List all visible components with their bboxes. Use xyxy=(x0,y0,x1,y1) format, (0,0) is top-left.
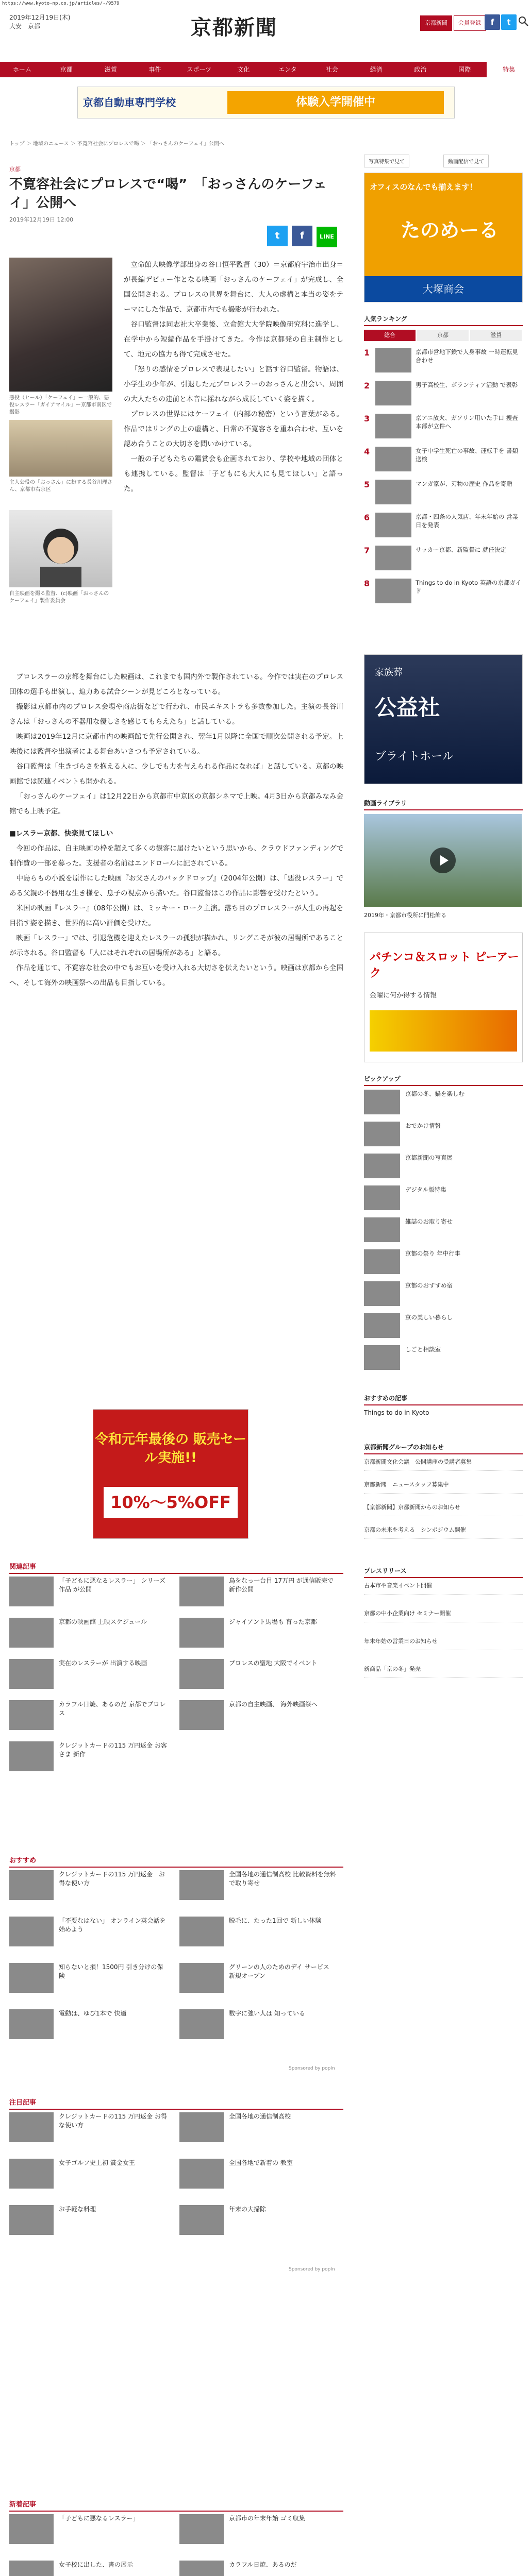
rank-title[interactable]: 京都・四条の人気店、年末年始の 営業日を発表 xyxy=(416,513,519,529)
ad-pachinko-sub: 金曜に何か得する情報 xyxy=(370,992,437,999)
card-thumbnail[interactable] xyxy=(179,1618,224,1648)
nav-item[interactable]: ホーム xyxy=(12,66,31,73)
card-thumbnail[interactable] xyxy=(9,2514,54,2544)
ranking-item[interactable] xyxy=(364,513,523,544)
rank-thumbnail[interactable] xyxy=(375,381,411,405)
ranking-tabs xyxy=(364,330,523,342)
rank-title[interactable]: Things to do in Kyoto 英語の京都ガイド xyxy=(416,579,521,595)
paragraph: 今回の作品は、自主映画の枠を超えて多くの観客に届けたいという思いから、クラウドファンディングで制作費の一部を募った。支援者の名前はエンドロールに記されている。 xyxy=(9,844,343,868)
pickup-thumbnail[interactable] xyxy=(364,1185,400,1210)
related-list xyxy=(9,1577,343,1783)
ad-funeral-brand: 公益社 xyxy=(375,695,440,720)
pickup-title[interactable]: 京都の祭り 年中行事 xyxy=(405,1250,461,1257)
pickup-thumbnail[interactable] xyxy=(364,1122,400,1146)
top-ad-banner[interactable] xyxy=(77,87,455,118)
ranking-item[interactable] xyxy=(364,546,523,577)
article-card[interactable] xyxy=(9,2112,169,2145)
card-thumbnail[interactable] xyxy=(179,2561,224,2576)
card-thumbnail[interactable] xyxy=(179,2112,224,2142)
pickup-list xyxy=(364,1090,523,1378)
card-title[interactable]: 全国各地の通信制高校 xyxy=(229,2113,291,2120)
rank-thumbnail[interactable] xyxy=(375,480,411,504)
article-photo-3[interactable] xyxy=(9,510,112,587)
card-thumbnail[interactable] xyxy=(9,1577,54,1606)
card-thumbnail[interactable] xyxy=(179,2159,224,2189)
pickup-title[interactable]: 京都新聞の写真展 xyxy=(405,1154,453,1161)
card-title[interactable]: 「不要なはない」 オンライン英会話を始めよう xyxy=(59,1917,166,1933)
article-card[interactable] xyxy=(179,1700,339,1733)
card-title[interactable]: クレジットカードの115 万円返金 お客さま 新作 xyxy=(59,1742,167,1758)
article-card[interactable] xyxy=(179,1963,339,1996)
card-title[interactable]: 電動は、ゆび1本で 快適 xyxy=(59,2010,127,2017)
sidebar-ad-pachinko[interactable] xyxy=(364,933,523,1062)
rank-title[interactable]: 京アニ放火、ガソリン用いた手口 捜査本部が立件へ xyxy=(416,414,518,430)
rank-number: 7 xyxy=(364,546,370,555)
nav-item[interactable]: 事件 xyxy=(148,66,161,73)
card-thumbnail[interactable] xyxy=(9,1917,54,1946)
card-title[interactable]: 「子どもに悪なるレスラー」 シリーズ作品 が公開 xyxy=(59,1577,165,1593)
article-photo-2[interactable] xyxy=(9,420,112,477)
article-body-1 xyxy=(124,258,343,497)
nav-item[interactable]: スポーツ xyxy=(187,66,211,73)
pickup-thumbnail[interactable] xyxy=(364,1217,400,1242)
pickup-title[interactable]: デジタル版特集 xyxy=(405,1186,446,1193)
ranking-item[interactable] xyxy=(364,447,523,478)
paragraph: 「怒りの感情をプロレスで表現したい」と話す谷口監督。物語は、小学生の少年が、引退した元プロレスラーのおっさんと出会い、周囲の大人たちの建前と本音に揺れながら成長していく姿を描く。 xyxy=(124,365,343,403)
rank-number: 5 xyxy=(364,480,370,489)
register-button[interactable]: 会員登録 xyxy=(454,15,486,31)
share-twitter-icon[interactable]: t xyxy=(267,226,288,246)
article-card[interactable] xyxy=(179,2514,339,2547)
pickup-item[interactable] xyxy=(364,1345,523,1376)
pr-list xyxy=(364,1458,523,1561)
nav-item[interactable]: 経済 xyxy=(370,66,383,73)
sidebar xyxy=(364,173,523,302)
card-title[interactable]: プロレスの聖地 大阪でイベント xyxy=(229,1659,318,1667)
pr-heading: 京都新聞グループのお知らせ xyxy=(364,1443,523,1454)
article-date: 2019年12月19日 12:00 xyxy=(9,216,74,223)
article-card[interactable] xyxy=(9,1577,169,1609)
main-nav xyxy=(0,62,531,77)
rank-title[interactable]: 京都市営地下鉄で人身事故 一時運転見合わせ xyxy=(416,348,519,364)
header-date xyxy=(9,13,70,31)
related-heading: 関連記事 xyxy=(9,1561,343,1574)
article-card[interactable] xyxy=(9,2561,169,2576)
article-card[interactable] xyxy=(9,2009,169,2042)
article-card[interactable] xyxy=(9,1700,169,1733)
video-caption[interactable]: 2019年・京都市役所に門松飾る xyxy=(364,912,446,919)
sale-ad-title: 令和元年最後の 販売セール実施!! xyxy=(94,1432,246,1466)
card-thumbnail[interactable] xyxy=(179,1870,224,1900)
card-title[interactable]: グリーンの人のためのデイ サービス 新規オープン xyxy=(229,1963,329,1979)
attention-list xyxy=(9,2112,343,2267)
ad-sub: 体験入学開催中 xyxy=(227,91,444,114)
card-thumbnail[interactable] xyxy=(9,1870,54,1900)
card-thumbnail[interactable] xyxy=(9,2009,54,2039)
article-card[interactable] xyxy=(9,1870,169,1903)
share-facebook-icon[interactable]: f xyxy=(292,226,312,246)
sale-ad[interactable] xyxy=(93,1409,248,1539)
ranking-tab[interactable]: 京都 xyxy=(417,330,469,341)
site-logo[interactable]: 京都新聞 xyxy=(191,15,277,40)
card-thumbnail[interactable] xyxy=(9,2561,54,2576)
card-title[interactable]: 女子ゴルフ史上初 賞金女王 xyxy=(59,2159,135,2166)
article-header xyxy=(9,165,343,224)
rank-title[interactable]: サッカー京都、新監督に 就任決定 xyxy=(416,546,506,553)
article-card[interactable] xyxy=(179,1659,339,1692)
paragraph: 谷口監督は同志社大卒業後、立命館大大学院映像研究科に進学し、在学中から短編作品を手掛けてきた。今作は京都発の自主制作として、地元の協力も得て完成させた。 xyxy=(124,320,343,359)
pickup-title[interactable]: 京の美しい暮らし xyxy=(405,1314,453,1321)
sponsored-label[interactable]: Sponsored by popIn xyxy=(289,2066,335,2071)
article-card[interactable] xyxy=(179,1917,339,1950)
card-thumbnail[interactable] xyxy=(9,1618,54,1648)
rank-number: 6 xyxy=(364,513,370,522)
article-card[interactable] xyxy=(179,2009,339,2042)
pickup-thumbnail[interactable] xyxy=(364,1345,400,1370)
sale-ad-discount: 10%〜5%OFF xyxy=(104,1487,238,1518)
pr-item[interactable]: 京都新聞 ニュースタッフ募集中 xyxy=(364,1481,523,1494)
card-thumbnail[interactable] xyxy=(9,2159,54,2189)
article-card[interactable] xyxy=(9,2159,169,2192)
article-card[interactable] xyxy=(9,1659,169,1692)
sponsored-label-2[interactable]: Sponsored by popIn xyxy=(289,2267,335,2272)
rank-thumbnail[interactable] xyxy=(375,513,411,537)
share-line-icon[interactable]: LINE xyxy=(317,227,337,247)
pickup-title[interactable]: 京都の冬、鍋を楽しむ xyxy=(405,1090,464,1097)
ad-office-title: オフィスのなんでも揃えます！ xyxy=(370,182,477,192)
pickup-item[interactable] xyxy=(364,1249,523,1280)
ranking-item[interactable] xyxy=(364,348,523,379)
video-player[interactable] xyxy=(364,814,522,907)
pr-item[interactable]: 【京都新聞】京都新聞からのお知らせ xyxy=(364,1503,523,1516)
video-heading: 動画ライブラリ xyxy=(364,799,523,810)
pickup-title[interactable]: おでかけ情報 xyxy=(405,1122,441,1129)
card-title[interactable]: 京都市の年末年始 ゴミ収集 xyxy=(229,2515,305,2522)
url-bar: https://www.kyoto-np.co.jp/articles/-/9579 xyxy=(2,1,120,6)
card-title[interactable]: カラフル日焼、あるのだ 京都でプロレス xyxy=(59,1701,166,1717)
attention-heading: 注目記事 xyxy=(9,2097,343,2110)
pickup-item[interactable] xyxy=(364,1154,523,1184)
card-thumbnail[interactable] xyxy=(179,1577,224,1606)
card-title[interactable]: 鳥をなっ一台目 17万円 が通信販売で 新作公開 xyxy=(229,1577,334,1593)
paragraph: 作品を通じて、不寛容な社会の中でもお互いを受け入れる大切さを伝えたいという。映画は京都から全国へ、そして海外の映画祭への出品も目指している。 xyxy=(9,964,343,987)
press-item[interactable]: 古本市や音楽イベント開催 xyxy=(364,1582,523,1595)
pickup-thumbnail[interactable] xyxy=(364,1281,400,1306)
rank-thumbnail[interactable] xyxy=(375,348,411,372)
card-thumbnail[interactable] xyxy=(179,2205,224,2235)
card-title[interactable]: 実在のレスラーが 出演する映画 xyxy=(59,1659,147,1667)
ranking-tab[interactable]: 総合 xyxy=(364,330,416,341)
ranking-item[interactable] xyxy=(364,480,523,511)
pickup-item[interactable] xyxy=(364,1217,523,1248)
twitter-icon[interactable]: t xyxy=(501,14,517,30)
paragraph: 「おっさんのケーフェイ」は12月22日から京都市中京区の京都シネマで上映。4月3日から京都みなみ会館でも上映予定。 xyxy=(9,792,343,816)
ad-funeral-title: 家族葬 xyxy=(375,667,403,678)
article-title: 不寛容社会にプロレスで“喝” 「おっさんのケーフェイ」公開へ xyxy=(9,177,327,211)
ad-office-brand: たのめーる xyxy=(401,219,499,242)
pickup-title[interactable]: 雑誌のお取り寄せ xyxy=(405,1218,453,1225)
article-card[interactable] xyxy=(9,1618,169,1651)
paragraph: 米国の映画『レスラー』（08年公開）は、ミッキー・ローク主演。落ち目のプロレスラーが人生の再起を目指す姿を描き、世界的に高い評価を受けた。 xyxy=(9,904,343,927)
press-item[interactable]: 新商品「京の冬」発売 xyxy=(364,1665,523,1678)
card-title[interactable]: 全国各地の通信制高校 比較資料を無料で取り寄せ xyxy=(229,1871,336,1887)
pickup-item[interactable] xyxy=(364,1313,523,1344)
pr-item[interactable]: 京都の未来を考える シンポジウム開催 xyxy=(364,1526,523,1539)
card-thumbnail[interactable] xyxy=(179,1917,224,1946)
pickup-item[interactable] xyxy=(364,1090,523,1121)
nav-item[interactable]: 京都 xyxy=(60,66,73,73)
pickup-thumbnail[interactable] xyxy=(364,1090,400,1114)
article-card[interactable] xyxy=(179,2112,339,2145)
pickup-item[interactable] xyxy=(364,1185,523,1216)
pr-item[interactable]: 京都新聞文化会議 公開講座の受講者募集 xyxy=(364,1458,523,1471)
rank-title[interactable]: マンガ家が、刃物の歴史 作品を寄贈 xyxy=(416,480,512,487)
card-title[interactable]: 女子校に出した、書の展示 xyxy=(59,2561,134,2568)
ad-funeral-sub: ブライトホール xyxy=(375,750,454,763)
pickup-title[interactable]: 京都のおすすめ宿 xyxy=(405,1282,453,1289)
card-thumbnail[interactable] xyxy=(9,1700,54,1730)
rank-thumbnail[interactable] xyxy=(375,579,411,603)
nav-item[interactable]: 社会 xyxy=(325,66,338,73)
pickup-thumbnail[interactable] xyxy=(364,1154,400,1178)
play-icon[interactable] xyxy=(430,848,456,873)
recommend-heading: おすすめの記事 xyxy=(364,1394,523,1405)
breadcrumb[interactable]: トップ ＞ 地域のニュース ＞ 不寛容社会にプロレスで喝 ＞ 「おっさんのケーフェイ」公開へ xyxy=(9,141,224,147)
english-link[interactable]: Things to do in Kyoto xyxy=(364,1409,429,1416)
date-line: 2019年12月19日(木) xyxy=(9,14,71,21)
nav-item[interactable]: 滋賀 xyxy=(104,66,117,73)
card-title[interactable]: 脱毛に、たった1回で 新しい体験 xyxy=(229,1917,322,1924)
nav-item[interactable]: 政治 xyxy=(414,66,427,73)
card-thumbnail[interactable] xyxy=(179,2514,224,2544)
ranking-list xyxy=(364,348,523,616)
sidebar-ad-office[interactable] xyxy=(364,173,523,302)
paragraph: 一般の子どもたちの鑑賞会も企画されており、学校や地域の団体とも連携している。監督は「子どもにも大人にも見てほしい」と語った。 xyxy=(124,455,343,493)
press-list xyxy=(364,1582,523,1710)
rank-thumbnail[interactable] xyxy=(375,546,411,570)
article-card[interactable] xyxy=(179,1577,339,1609)
rank-title[interactable]: 女子中学生死亡の事故、運転手を 書類送検 xyxy=(416,447,519,463)
ranking-heading: 人気ランキング xyxy=(364,314,523,326)
press-item[interactable]: 年末年始の営業日のお知らせ xyxy=(364,1637,523,1650)
card-thumbnail[interactable] xyxy=(9,1659,54,1689)
article-card[interactable] xyxy=(179,1870,339,1903)
article-card[interactable] xyxy=(9,1963,169,1996)
pickup-thumbnail[interactable] xyxy=(364,1249,400,1274)
card-thumbnail[interactable] xyxy=(179,1659,224,1689)
ad-office-store: 大塚商会 xyxy=(364,276,522,302)
recommended-list xyxy=(9,1870,343,2066)
card-title[interactable]: 「子どもに悪なるレスラー」 xyxy=(59,2515,139,2522)
article-category[interactable]: 京都 xyxy=(9,166,21,173)
pickup-thumbnail[interactable] xyxy=(364,1313,400,1338)
rank-number: 1 xyxy=(364,348,370,358)
nav-item[interactable]: 文化 xyxy=(237,66,250,73)
article-card[interactable] xyxy=(179,1618,339,1651)
paragraph: 撮影は京都市内のプロレス会場や商店街などで行われ、市民エキストラも多数参加した。主演の長谷川さんは「おっさんの不器用な優しさを感じてもらえたら」と話している。 xyxy=(9,703,343,726)
login-button[interactable]: 京都新聞 xyxy=(420,15,452,31)
card-title[interactable]: クレジットカードの115 万円返金 お得な使い方 xyxy=(59,1871,165,1887)
paragraph: 映画は2019年12月に京都市内の映画館で先行公開され、翌年1月以降に全国で順次公開される予定。上映後には監督や出演者による舞台あいさつも予定されている。 xyxy=(9,733,343,756)
press-item[interactable]: 京都の中小企業向け セミナー開催 xyxy=(364,1609,523,1622)
ranking-tab[interactable]: 滋賀 xyxy=(470,330,522,341)
paragraph: プロレスの世界にはケーフェイ（内部の秘密）という言葉がある。作品ではリングの上の虚構と、日常の不寛容さを重ね合わせ、互いを認め合うことの大切さを問いかけている。 xyxy=(124,410,343,448)
rank-number: 3 xyxy=(364,414,370,423)
rank-thumbnail[interactable] xyxy=(375,414,411,438)
sidebar-ad-funeral[interactable] xyxy=(364,654,523,784)
pickup-item[interactable] xyxy=(364,1281,523,1312)
card-title[interactable]: 知らないと損！1500円 引き分けの保険 xyxy=(59,1963,163,1979)
card-thumbnail[interactable] xyxy=(179,1700,224,1730)
card-thumbnail[interactable] xyxy=(9,1741,54,1771)
card-title[interactable]: 数字に強い人は 知っている xyxy=(229,2010,305,2017)
weather-line: 大安 京都 xyxy=(9,23,41,30)
latest-heading: 新着記事 xyxy=(9,2499,343,2512)
article-card[interactable] xyxy=(179,2205,339,2238)
nav-item[interactable]: エンタ xyxy=(278,66,297,73)
facebook-icon[interactable]: f xyxy=(485,14,500,30)
card-thumbnail[interactable] xyxy=(9,1963,54,1993)
video-link[interactable]: 動画配信で見て xyxy=(443,155,489,167)
ranking-item[interactable] xyxy=(364,579,523,609)
card-title[interactable]: 全国各地で新着の 教室 xyxy=(229,2159,293,2166)
article-card[interactable] xyxy=(9,2514,169,2547)
card-title[interactable]: 年末の大掃除 xyxy=(229,2206,267,2213)
card-title[interactable]: お手軽な料理 xyxy=(59,2206,96,2213)
rank-title[interactable]: 男子高校生、ボランティア活動 で表彰 xyxy=(416,381,518,388)
nav-item[interactable]: 特集 xyxy=(487,62,531,77)
article-card[interactable] xyxy=(9,1917,169,1950)
paragraph: 立命館大映像学部出身の谷口恒平監督（30）＝京都府宇治市出身＝が長編デビュー作となる映画「おっさんのケーフェイ」が完成し、全国公開される。プロレスの世界を舞台に、大人の虚構と本当の姿をテーマにした作品で、京都市内でも撮影が行われた。 xyxy=(124,261,343,314)
pickup-heading: ピックアップ xyxy=(364,1074,523,1086)
ranking-item[interactable] xyxy=(364,414,523,445)
card-thumbnail[interactable] xyxy=(179,2009,224,2039)
article-card[interactable] xyxy=(179,2561,339,2576)
rank-thumbnail[interactable] xyxy=(375,447,411,471)
article-body-2 xyxy=(9,670,343,991)
article-card[interactable] xyxy=(179,2159,339,2192)
card-thumbnail[interactable] xyxy=(179,1963,224,1993)
paragraph: 谷口監督は「生きづらさを抱える人に、少しでも力を与えられる作品になれば」と話している。京都の映画館では関連イベントも開かれる。 xyxy=(9,762,343,786)
rank-number: 4 xyxy=(364,447,370,456)
card-title[interactable]: ジャイアント馬場も 育った京都 xyxy=(229,1618,317,1625)
card-title[interactable]: クレジットカードの115 万円返金 お得な使い方 xyxy=(59,2113,167,2129)
article-card[interactable] xyxy=(9,1741,169,1774)
pickup-item[interactable] xyxy=(364,1122,523,1153)
nav-item[interactable]: 国際 xyxy=(458,66,471,73)
ad-pachinko-title: パチンコ＆スロット ピーアーク xyxy=(370,951,519,980)
paragraph: 映画「レスラー」では、引退危機を迎えたレスラーの孤独が描かれ、リングこそが彼の居場所であることが示される。谷口監督も「人にはそれぞれの居場所がある」と語る。 xyxy=(9,934,343,957)
rank-number: 2 xyxy=(364,381,370,391)
pickup-title[interactable]: しごと相談室 xyxy=(405,1346,441,1353)
card-title[interactable]: 京都の映画館 上映スケジュール xyxy=(59,1618,147,1625)
article-card[interactable] xyxy=(9,2205,169,2238)
card-thumbnail[interactable] xyxy=(9,2112,54,2142)
press-heading: プレスリリース xyxy=(364,1566,523,1578)
ranking-item[interactable] xyxy=(364,381,523,412)
rank-number: 8 xyxy=(364,579,370,588)
paragraph: 中島らもの小説を原作にした映画『お父さんのバックドロップ』（2004年公開）は、「悪役レスラー」である父親の不器用な生き様を、息子の視点から描いた。谷口監督はこの作品に影響を受けたという。 xyxy=(9,874,343,897)
card-title[interactable]: 京都の自主映画、 海外映画祭へ xyxy=(229,1701,318,1708)
card-title[interactable]: カラフル日焼、あるのだ xyxy=(229,2561,297,2568)
paragraph: プロレスラーの京都を舞台にした映画は、これまでも国内外で製作されている。今作では実在のプロレス団体の選手も出演し、迫力ある試合シーンが見どころとなっている。 xyxy=(9,673,343,696)
photo-link[interactable]: 写真特集で見て xyxy=(364,155,409,167)
share-buttons xyxy=(263,226,337,247)
recommended-heading: おすすめ xyxy=(9,1855,343,1868)
card-thumbnail[interactable] xyxy=(9,2205,54,2235)
ad-title: 京都自動車専門学校 xyxy=(83,96,176,109)
photo-caption-1: 悪役（ヒール）「ケーフェイ」ー一般的、悪役レスラー「ガイアマイル」ー京都市南区で撮影 xyxy=(9,395,112,415)
article-subhead: ■レスラー京都、快楽見てほしい xyxy=(9,829,113,838)
latest-list xyxy=(9,2514,343,2576)
search-icon[interactable] xyxy=(518,15,529,27)
photo-caption-3: 自主映画を撮る監督、(c)映画「おっさんのケーフェイ」製作委員会 xyxy=(9,591,109,604)
photo-caption-2: 主人公役の「おっさん」に扮する長谷川理さん、京都市右京区 xyxy=(9,480,112,493)
article-photo-1[interactable] xyxy=(9,258,112,392)
